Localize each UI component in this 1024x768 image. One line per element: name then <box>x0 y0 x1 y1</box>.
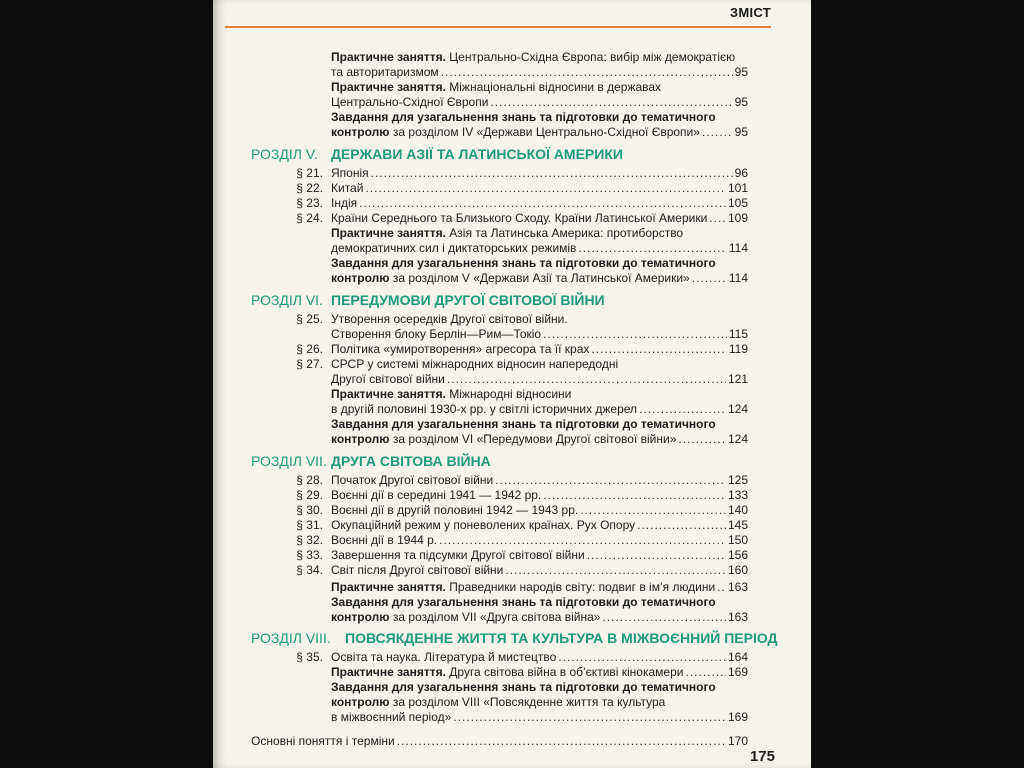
paragraph-number: § 29. <box>296 488 323 502</box>
header-rule <box>225 26 771 28</box>
paragraph-number: § 34. <box>296 563 323 577</box>
toc-line[interactable]: Освіта та наука. Література й мистецтво ..... 164 <box>331 650 748 665</box>
paragraph-number: § 32. <box>296 533 323 547</box>
paragraph-number: § 27. <box>296 357 323 371</box>
paragraph-number: § 21. <box>296 166 323 180</box>
toc-line[interactable]: Політика «умиротворення» агресора та її крах ..... 119 <box>331 342 748 357</box>
paragraph-number: § 28. <box>296 473 323 487</box>
paragraph-number: § 30. <box>296 503 323 517</box>
paragraph-number: § 25. <box>296 312 323 326</box>
toc-line[interactable]: Країни Середнього та Близького Сходу. Країни Латинської Америки ..... 109 <box>331 211 748 226</box>
toc-line[interactable]: Світ після Другої світової війни ..... 160 <box>331 563 748 578</box>
toc-line: Завдання для узагальнення знань та підготовки до тематичного <box>331 417 716 431</box>
paragraph-number: § 22. <box>296 181 323 195</box>
toc-line[interactable]: Завершення та підсумки Другої світової війни ..... 156 <box>331 548 748 563</box>
toc-line: Практичне заняття. Азія та Латинська Америка: протиборство <box>331 226 684 240</box>
toc-line[interactable]: контролю за розділом IV «Держави Центрально-Східної Європи» ..... 95 <box>331 125 748 140</box>
toc-line[interactable]: контролю за розділом VII «Друга світова війна» ..... 163 <box>331 610 748 625</box>
toc-line: Утворення осередків Другої світової війни. <box>331 312 568 326</box>
toc-line[interactable]: контролю за розділом V «Держави Азії та Латинської Америки» ..... 114 <box>331 271 748 286</box>
toc-line[interactable]: Центрально-Східної Європи ..... 95 <box>331 95 748 110</box>
toc-line: Завдання для узагальнення знань та підготовки до тематичного <box>331 680 716 694</box>
paragraph-number: § 23. <box>296 196 323 210</box>
toc-line[interactable]: Другої світової війни ..... 121 <box>331 372 748 387</box>
toc-line[interactable]: Китай ..... 101 <box>331 181 748 196</box>
toc-line[interactable]: в міжвоєнний період» ..... 169 <box>331 710 748 725</box>
toc-line: Практичне заняття. Центрально-Східна Європа: вибір між демократією <box>331 50 736 64</box>
paragraph-number: § 33. <box>296 548 323 562</box>
header-title: ЗМІСТ <box>729 5 771 20</box>
page-number: 175 <box>749 748 775 765</box>
toc-line[interactable]: в другій половині 1930-х рр. у світлі історичних джерел ..... 124 <box>331 402 748 417</box>
toc-line[interactable]: Воєнні дії в середині 1941 — 1942 рр. ..... 133 <box>331 488 748 503</box>
section-heading: РОЗДІЛ VI. ПЕРЕДУМОВИ ДРУГОЇ СВІТОВОЇ ВІЙНИ <box>251 292 605 308</box>
toc-line: контролю за розділом VIII «Повсякденне життя та культура <box>331 695 666 709</box>
toc-line[interactable]: Практичне заняття. Праведники народів світу: подвиг в ім’я людини ..... 163 <box>331 580 748 595</box>
paragraph-number: § 31. <box>296 518 323 532</box>
section-heading: РОЗДІЛ VII. ДРУГА СВІТОВА ВІЙНА <box>251 453 491 469</box>
toc-line[interactable]: Воєнні дії в 1944 р. ..... 150 <box>331 533 748 548</box>
book-page <box>213 0 811 768</box>
toc-line[interactable]: Створення блоку Берлін—Рим—Токіо ..... 115 <box>331 327 748 342</box>
toc-line: Практичне заняття. Міжнаціональні відносини в державах <box>331 80 662 94</box>
toc-line: Завдання для узагальнення знань та підготовки до тематичного <box>331 110 716 124</box>
toc-line[interactable]: Початок Другої світової війни ..... 125 <box>331 473 748 488</box>
glossary-line[interactable]: Основні поняття і терміни ..... 170 <box>251 734 748 749</box>
toc-line[interactable]: та авторитаризмом ..... 95 <box>331 65 748 80</box>
toc-line[interactable]: контролю за розділом VI «Передумови Другої світової війни» ..... 124 <box>331 432 748 447</box>
toc-line: Завдання для узагальнення знань та підготовки до тематичного <box>331 595 716 609</box>
toc-line[interactable]: Практичне заняття. Друга світова війна в об’єктиві кінокамери ..... 169 <box>331 665 748 680</box>
toc-line: СРСР у системі міжнародних відносин напередодні <box>331 357 619 371</box>
toc-line[interactable]: Індія ..... 105 <box>331 196 748 211</box>
toc-line[interactable]: Воєнні дії в другій половині 1942 — 1943 рр. ..... 140 <box>331 503 748 518</box>
toc-line: Завдання для узагальнення знань та підготовки до тематичного <box>331 256 716 270</box>
paragraph-number: § 35. <box>296 650 323 664</box>
toc-line[interactable]: Японія ..... 96 <box>331 166 748 181</box>
paragraph-number: § 26. <box>296 342 323 356</box>
section-heading: РОЗДІЛ VIII. ПОВСЯКДЕННЕ ЖИТТЯ ТА КУЛЬТУРА В МІЖВОЄННИЙ ПЕРІОД <box>251 630 778 646</box>
paragraph-number: § 24. <box>296 211 323 225</box>
toc-line[interactable]: демократичних сил і диктаторських режимів ..... 114 <box>331 241 748 256</box>
section-heading: РОЗДІЛ V. ДЕРЖАВИ АЗІЇ ТА ЛАТИНСЬКОЇ АМЕРИКИ <box>251 146 623 162</box>
toc-line: Практичне заняття. Міжнародні відносини <box>331 387 572 401</box>
toc-line[interactable]: Окупаційний режим у поневолених країнах. Рух Опору ..... 145 <box>331 518 748 533</box>
